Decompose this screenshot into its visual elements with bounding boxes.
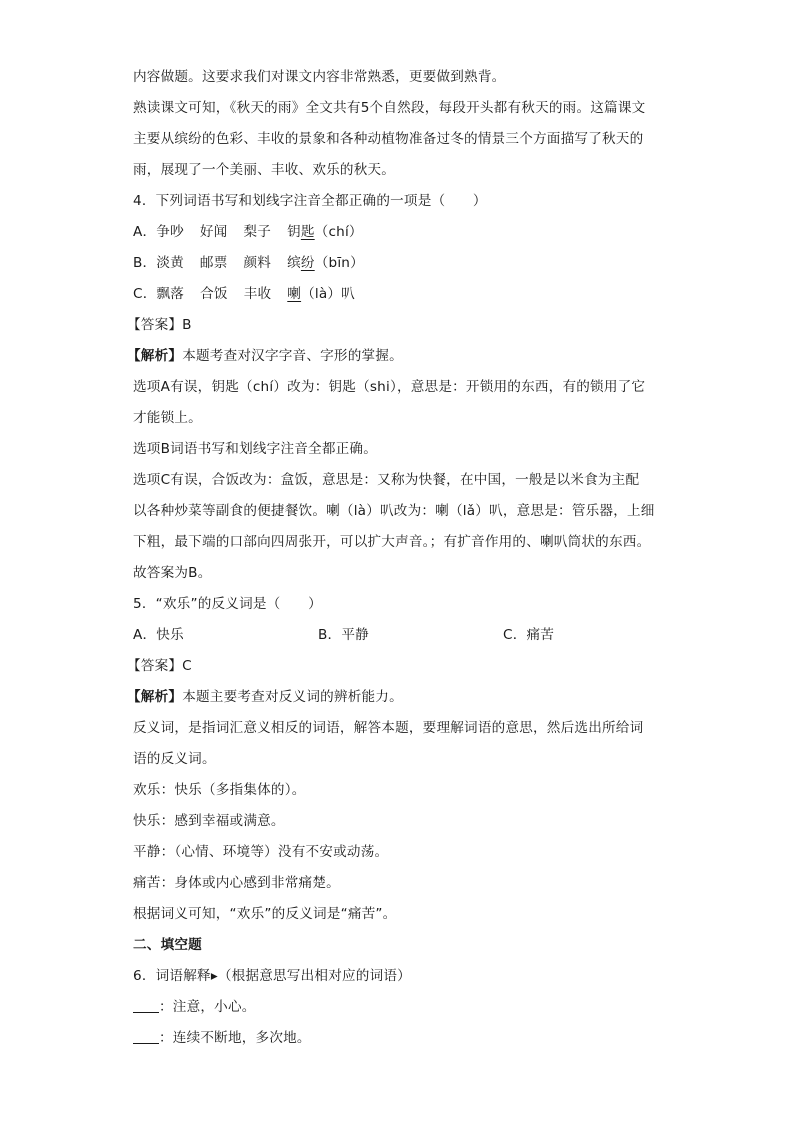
option-word: 好闻 <box>199 224 228 240</box>
analysis-line: 根据词义可知，“欢乐”的反义词是“痛苦”。 <box>133 906 397 922</box>
option-label: B． <box>133 255 157 271</box>
text-line: 主要从缤纷的色彩、丰收的景象和各种动植物准备过冬的情景三个方面描写了秋天的 <box>133 131 644 147</box>
question-4-stem: 4．下列词语书写和划线字注音全都正确的一项是（ ） <box>133 193 487 209</box>
underlined-char: 匙 <box>300 224 315 240</box>
analysis-line: 才能锁上。 <box>133 410 202 426</box>
option-b: B．平静 <box>318 627 369 643</box>
analysis-line: 反义词，是指词汇意义相反的词语，解答本题，要理解词语的意思，然后选出所给词 <box>133 720 644 736</box>
text-line: 雨，展现了一个美丽、丰收、欢乐的秋天。 <box>133 162 396 178</box>
analysis-tag: 【解析】 <box>127 689 183 705</box>
analysis-line: 故答案为B。 <box>133 565 212 581</box>
definition-line <box>133 992 673 1023</box>
analysis-line: 平静：（心情、环境等）没有不安或动荡。 <box>133 844 389 860</box>
option-word: 合饭 <box>200 286 228 302</box>
question-5-analysis <box>127 682 673 713</box>
question-5-options <box>133 620 673 651</box>
question-4-answer: 【答案】B <box>127 317 192 333</box>
analysis-text: 本题考查对汉字字音、字形的掌握。 <box>182 348 403 364</box>
text-line: 熟读课文可知，《秋天的雨》全文共有5个自然段，每段开头都有秋天的雨。这篇课文 <box>133 100 646 116</box>
option-word: 颜料 <box>243 255 272 271</box>
option-word: 梨子 <box>243 224 272 240</box>
answer-blank[interactable] <box>133 998 159 1013</box>
question-5-stem: 5．“欢乐”的反义词是（ ） <box>133 596 322 612</box>
option-c: C．痛苦 <box>503 627 555 643</box>
question-6-stem: 6．词语解释▸（根据意思写出相对应的词语） <box>133 968 411 984</box>
option-word: 争吵 <box>156 224 184 240</box>
option-word: 丰收 <box>243 286 272 302</box>
question-4-option-c <box>133 279 673 310</box>
question-4-option-a <box>133 217 673 248</box>
option-label: C． <box>133 286 157 302</box>
pinyin: （chí） <box>314 224 363 240</box>
analysis-text: 本题主要考查对反义词的辨析能力。 <box>182 689 403 705</box>
text-line: 内容做题。这要求我们对课文内容非常熟悉，更要做到熟背。 <box>133 69 506 85</box>
analysis-line: 欢乐：快乐（多指集体的）。 <box>133 782 306 798</box>
analysis-line: 选项C有误，合饭改为：盒饭，意思是：又称为快餐，在中国，一般是以米食为主配 <box>133 472 640 488</box>
analysis-line: 选项B词语书写和划线字注音全都正确。 <box>133 441 378 457</box>
analysis-line: 语的反义词。 <box>133 751 216 767</box>
document-page <box>127 62 673 1054</box>
underlined-char: 纷 <box>300 255 315 271</box>
pinyin: （bīn） <box>314 255 364 271</box>
analysis-line: 痛苦：身体或内心感到非常痛楚。 <box>133 875 340 891</box>
section-title: 二、填空题 <box>133 937 202 953</box>
underlined-char: 喇 <box>287 286 302 302</box>
option-a: A．快乐 <box>133 627 184 643</box>
question-4-option-b <box>133 248 673 279</box>
option-word: 缤 <box>287 255 301 271</box>
question-5-answer: 【答案】C <box>127 658 192 674</box>
option-word: 钥 <box>287 224 301 240</box>
analysis-line: 选项A有误，钥匙（chí）改为：钥匙（shi），意思是：开锁用的东西，有的锁用了它 <box>133 379 646 395</box>
option-word: 淡黄 <box>156 255 184 271</box>
analysis-line: 快乐：感到幸福或满意。 <box>133 813 285 829</box>
analysis-tag: 【解析】 <box>127 348 183 364</box>
option-label: A． <box>133 224 157 240</box>
analysis-line: 以各种炒菜等副食的便捷餐饮。喇（là）叭改为：喇（lǎ）叭，意思是：管乐器，上细 <box>133 503 655 519</box>
analysis-line: 下粗，最下端的口部向四周张开，可以扩大声音。；有扩音作用的、喇叭筒状的东西。 <box>133 534 651 550</box>
answer-blank[interactable] <box>133 1029 159 1044</box>
definition-line <box>133 1023 673 1054</box>
option-word: 邮票 <box>199 255 228 271</box>
definition-text: ：注意，小心。 <box>159 999 256 1015</box>
option-word: 飘落 <box>156 286 185 302</box>
question-4-analysis <box>127 341 673 372</box>
definition-text: ：连续不断地，多次地。 <box>159 1030 311 1046</box>
pinyin: （là）叭 <box>301 286 355 302</box>
